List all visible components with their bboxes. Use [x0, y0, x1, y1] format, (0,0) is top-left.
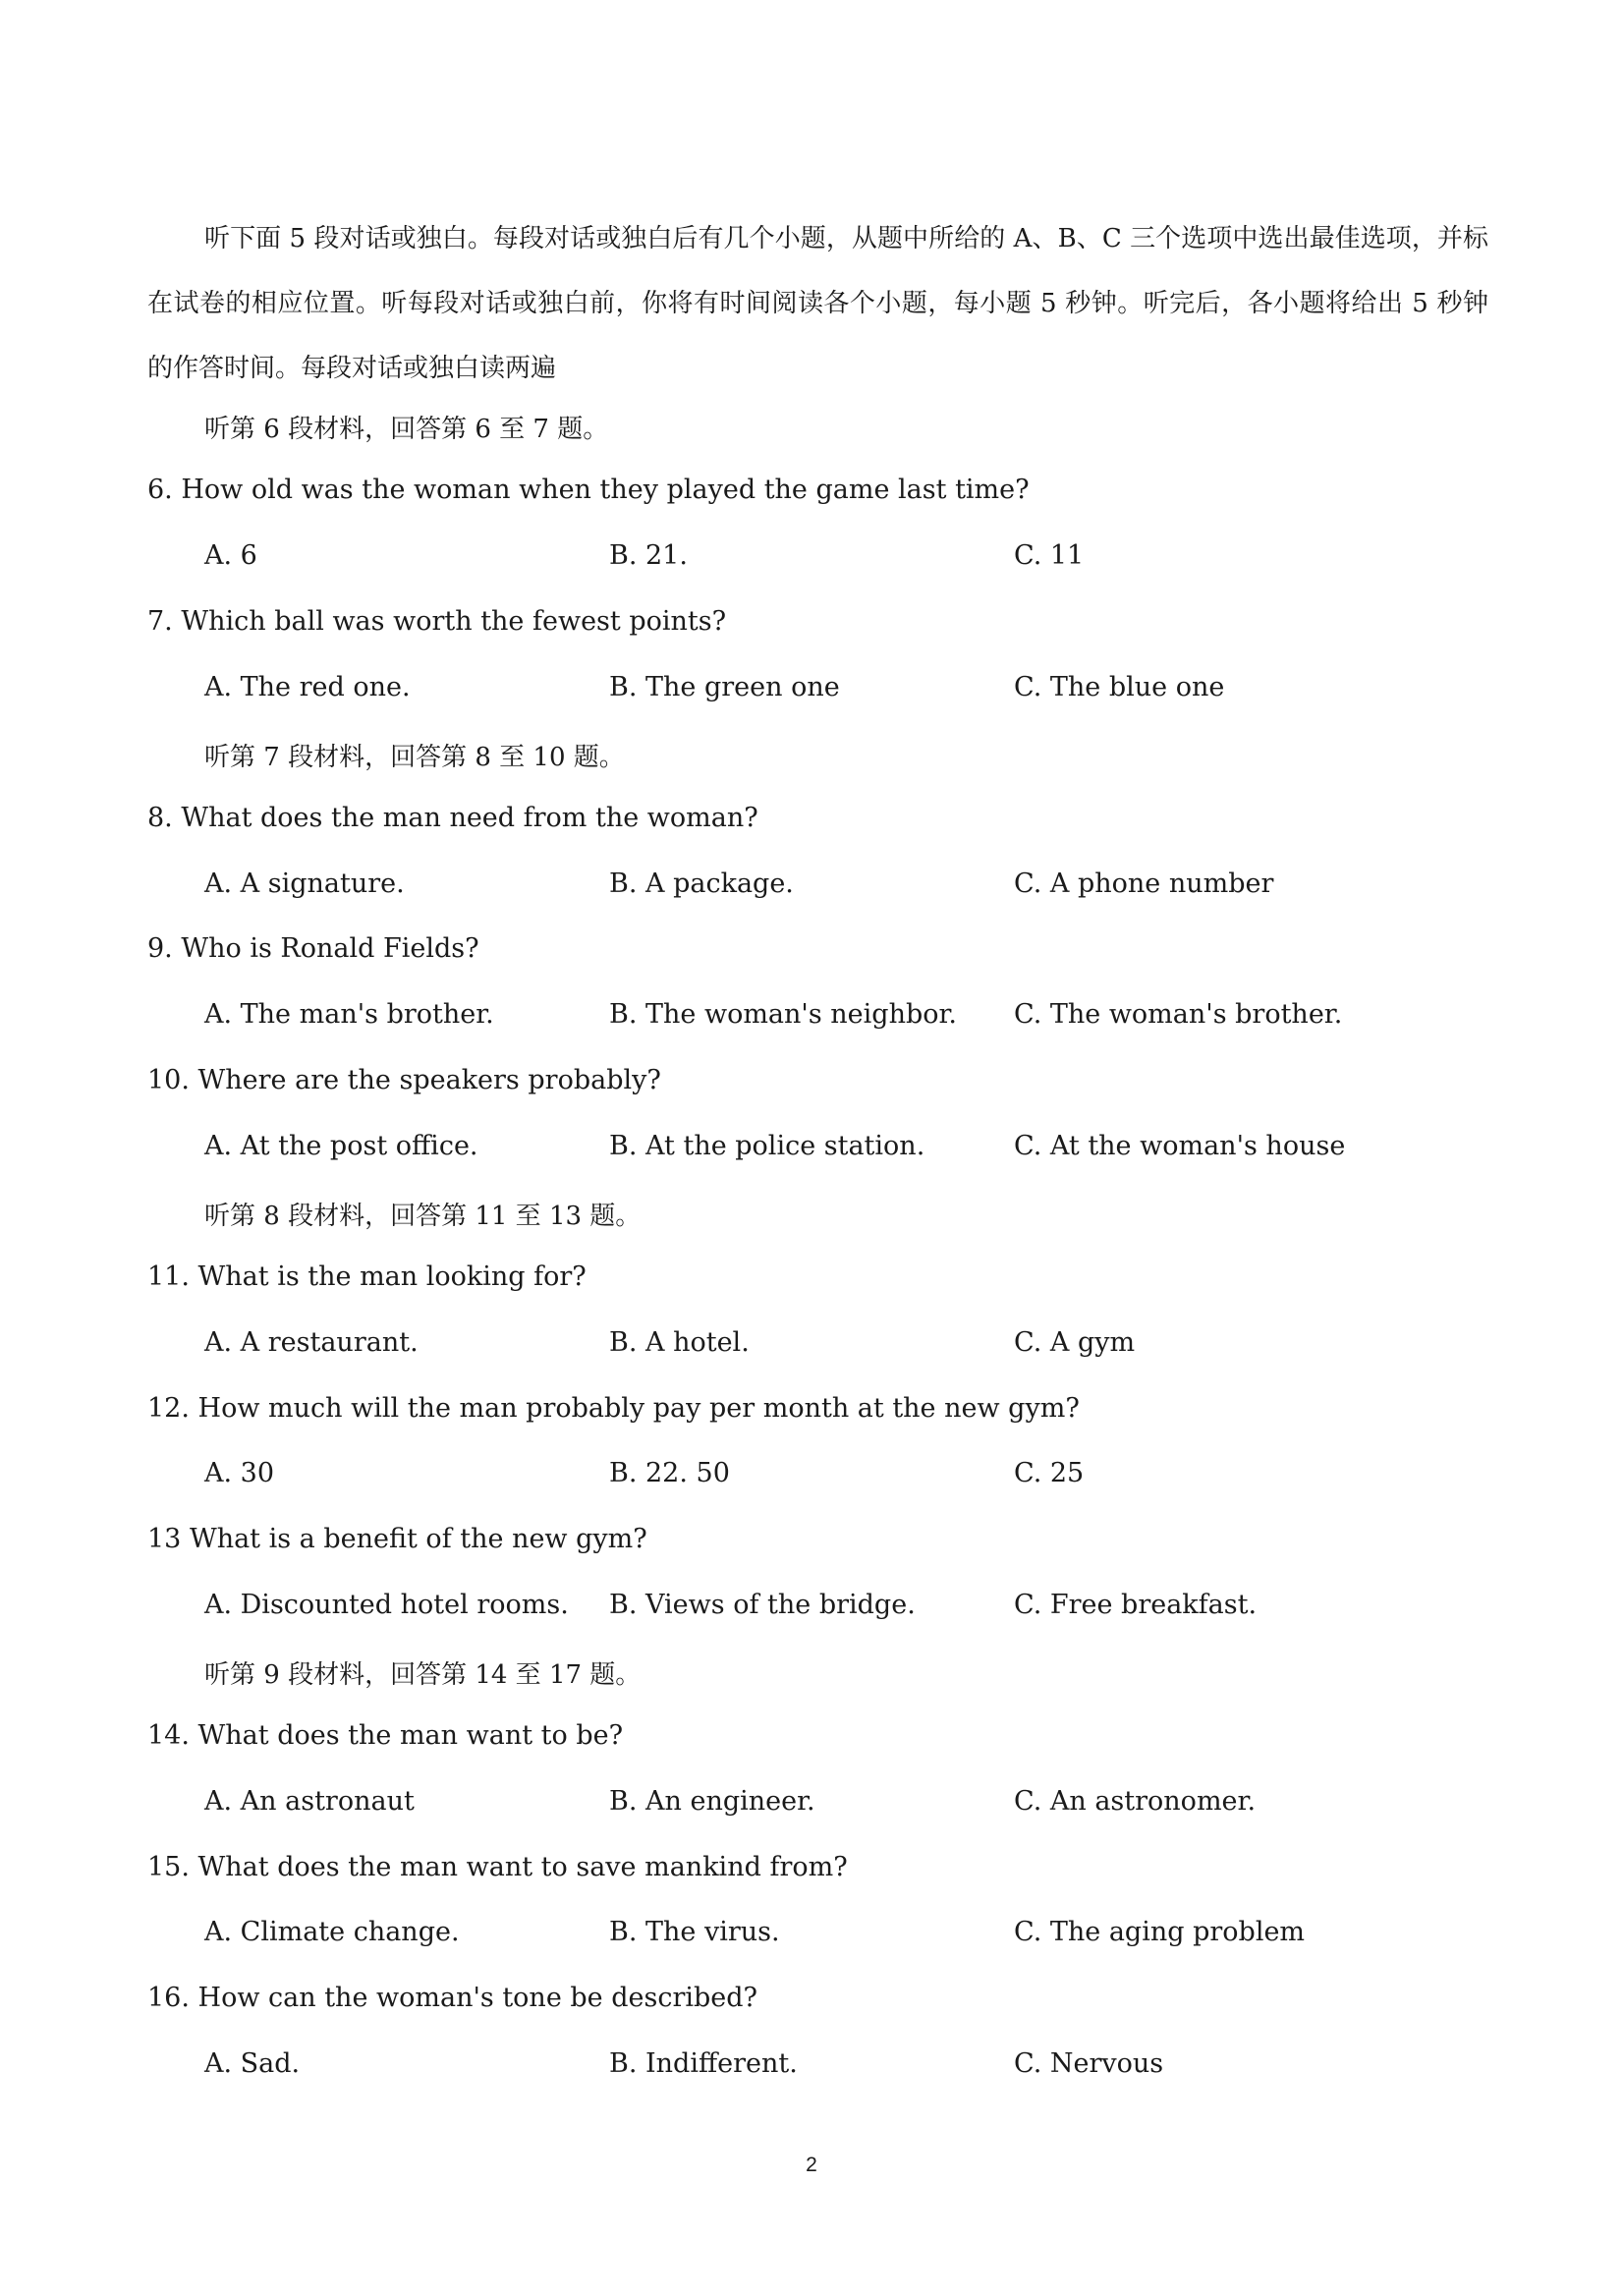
option-b: B. A package. — [609, 868, 794, 899]
option-c: C. At the woman's house — [1014, 1131, 1346, 1161]
question-text: 11. What is the man looking for? — [147, 1261, 587, 1292]
option-a: A. 30 — [204, 1458, 275, 1488]
question-text: 15. What does the man want to save mankind from? — [147, 1852, 848, 1882]
option-row — [0, 1131, 1623, 1170]
question-text: 10. Where are the speakers probably? — [147, 1065, 661, 1095]
option-row — [0, 1327, 1623, 1367]
option-row — [0, 540, 1623, 580]
question-text: 7. Which ball was worth the fewest points? — [147, 606, 727, 637]
option-row — [0, 672, 1623, 711]
question-text: 8. What does the man need from the woman? — [147, 803, 758, 833]
option-c: C. An astronomer. — [1014, 1786, 1257, 1817]
option-c: C. The blue one — [1014, 672, 1225, 702]
section-heading: 听第 6 段材料，回答第 6 至 7 题。 — [204, 415, 609, 444]
option-row — [0, 1917, 1623, 1956]
option-row — [0, 1458, 1623, 1497]
page-number: 2 — [806, 2154, 817, 2176]
option-c: C. Nervous — [1014, 2048, 1164, 2079]
option-row — [0, 2048, 1623, 2088]
option-c: C. The aging problem — [1014, 1917, 1306, 1947]
option-row — [0, 1786, 1623, 1825]
option-a: A. Discounted hotel rooms. — [204, 1590, 569, 1620]
option-a: A. At the post office. — [204, 1131, 478, 1161]
question-text: 12. How much will the man probably pay per month at the new gym? — [147, 1393, 1080, 1424]
option-c: C. 25 — [1014, 1458, 1085, 1488]
option-b: B. The woman's neighbor. — [609, 999, 958, 1030]
option-row — [0, 868, 1623, 908]
listening-instructions: 听下面 5 段对话或独白。每段对话或独白后有几个小题，从题中所给的 A、B、C 三个选项中选出最佳选项，并标在试卷的相应位置。听每段对话或独白前，你将有时间阅读各个小题，每小题 5 秒钟。听完后，各小题将给出 5 秒钟的作答时间。每段对话或独白读两遍 — [147, 224, 1488, 383]
option-a: A. Sad. — [204, 2048, 301, 2079]
option-a: A. An astronaut — [204, 1786, 415, 1817]
question-text: 14. What does the man want to be? — [147, 1720, 624, 1751]
option-row — [0, 1590, 1623, 1629]
question-text: 9. Who is Ronald Fields? — [147, 933, 479, 964]
question-text: 13 What is a benefit of the new gym? — [147, 1524, 647, 1554]
option-c: C. 11 — [1014, 540, 1085, 571]
option-c: C. A phone number — [1014, 868, 1274, 899]
option-a: A. 6 — [204, 540, 257, 571]
option-b: B. Indifferent. — [609, 2048, 798, 2079]
section-heading: 听第 9 段材料，回答第 14 至 17 题。 — [204, 1660, 642, 1690]
section-heading: 听第 7 段材料，回答第 8 至 10 题。 — [204, 743, 625, 772]
option-c: C. The woman's brother. — [1014, 999, 1343, 1030]
question-text: 6. How old was the woman when they played the game last time? — [147, 475, 1030, 505]
option-a: A. The man's brother. — [204, 999, 494, 1030]
option-a: A. The red one. — [204, 672, 411, 702]
option-a: A. A restaurant. — [204, 1327, 419, 1358]
option-row — [0, 999, 1623, 1038]
option-b: B. Views of the bridge. — [609, 1590, 916, 1620]
option-b: B. 21. — [609, 540, 688, 571]
option-a: A. Climate change. — [204, 1917, 460, 1947]
option-b: B. The virus. — [609, 1917, 780, 1947]
section-heading: 听第 8 段材料，回答第 11 至 13 题。 — [204, 1202, 642, 1231]
option-b: B. An engineer. — [609, 1786, 815, 1817]
option-a: A. A signature. — [204, 868, 405, 899]
option-b: B. The green one — [609, 672, 840, 702]
option-b: B. At the police station. — [609, 1131, 925, 1161]
option-c: C. A gym — [1014, 1327, 1136, 1358]
option-c: C. Free breakfast. — [1014, 1590, 1258, 1620]
option-b: B. 22. 50 — [609, 1458, 730, 1488]
question-text: 16. How can the woman's tone be described? — [147, 1983, 758, 2013]
option-b: B. A hotel. — [609, 1327, 750, 1358]
